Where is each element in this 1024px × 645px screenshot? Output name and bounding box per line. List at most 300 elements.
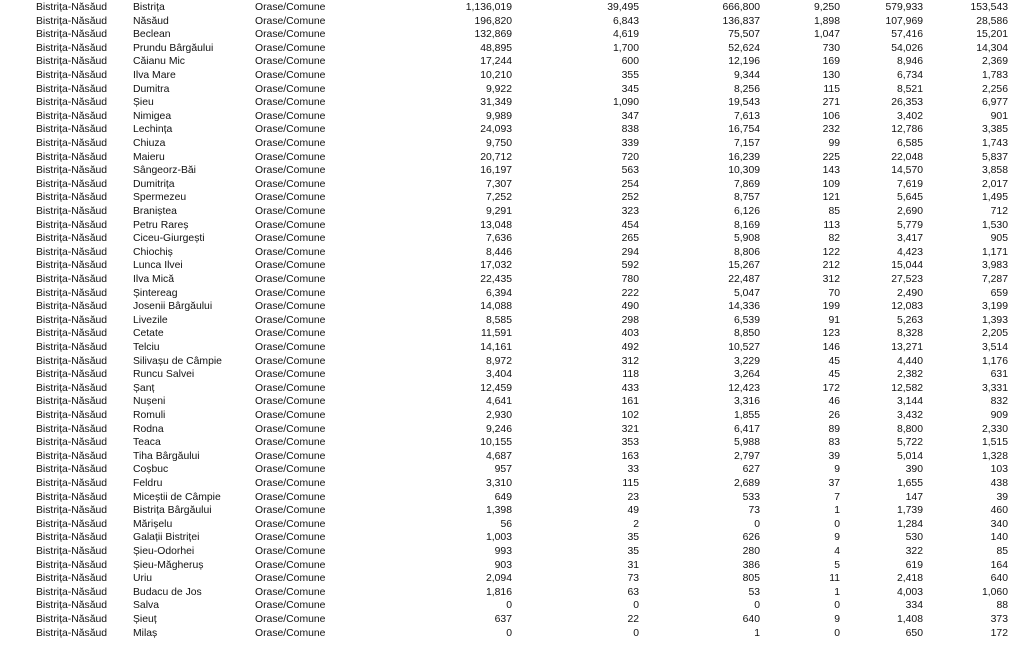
category-cell: Orase/Comune [255,614,326,625]
value-col-5-cell: 3,402 [896,110,923,122]
value-col-2-cell: 63 [627,586,639,598]
value-col-1-cell: 24,093 [480,124,512,136]
value-col-2-cell: 353 [621,437,639,449]
value-col-3-cell: 533 [742,491,760,503]
locality-cell: Ilva Mare [133,70,176,81]
value-col-1-cell: 903 [494,559,512,571]
value-col-4-cell: 232 [822,124,840,136]
value-col-1-cell: 4,687 [485,450,512,462]
locality-cell: Mărișelu [133,518,173,530]
value-col-1-cell: 993 [494,546,512,557]
value-col-3-cell: 12,196 [728,56,760,68]
value-col-5-cell: 4,003 [896,586,923,598]
value-col-4-cell: 0 [834,518,840,530]
value-col-4-cell: 0 [834,600,840,612]
category-cell: Orase/Comune [255,573,326,585]
value-col-2-cell: 49 [627,505,639,517]
value-col-2-cell: 347 [621,110,639,122]
locality-cell: Miceștii de Câmpie [133,491,221,503]
value-col-6-cell: 2,017 [981,178,1008,190]
category-cell: Orase/Comune [255,450,326,462]
table-row [0,463,1024,477]
value-col-6-cell: 712 [990,206,1008,217]
value-col-2-cell: 294 [621,246,639,258]
value-col-1-cell: 8,972 [485,355,512,367]
value-col-2-cell: 323 [621,206,639,217]
value-col-5-cell: 5,722 [896,437,923,449]
value-col-1-cell: 3,310 [485,478,512,489]
value-col-1-cell: 7,307 [485,178,512,190]
value-col-5-cell: 107,969 [885,15,923,27]
value-col-5-cell: 7,619 [896,178,923,190]
locality-cell: Braniștea [133,206,177,217]
locality-cell: Cetate [133,328,164,340]
value-col-4-cell: 45 [828,369,840,381]
value-col-5-cell: 6,734 [896,70,923,81]
value-col-2-cell: 339 [621,138,639,149]
value-col-6-cell: 901 [990,110,1008,122]
table-row [0,219,1024,233]
value-col-1-cell: 14,088 [480,301,512,313]
value-col-2-cell: 492 [621,342,639,353]
value-col-5-cell: 1,284 [896,518,923,530]
value-col-6-cell: 28,586 [976,15,1008,27]
county-cell: Bistrița-Năsăud [36,450,108,462]
value-col-5-cell: 8,328 [896,328,923,340]
locality-cell: Dumitrița [133,178,175,190]
table-row [0,123,1024,137]
locality-cell: Budacu de Jos [133,586,202,598]
category-cell: Orase/Comune [255,206,326,217]
table-row [0,627,1024,641]
value-col-2-cell: 355 [621,70,639,81]
value-col-5-cell: 3,417 [896,233,923,245]
category-cell: Orase/Comune [255,56,326,68]
locality-cell: Năsăud [133,15,169,27]
value-col-6-cell: 1,060 [981,586,1008,598]
value-col-6-cell: 6,977 [981,97,1008,109]
value-col-6-cell: 164 [990,559,1008,571]
category-cell: Orase/Comune [255,410,326,421]
value-col-3-cell: 386 [742,559,760,571]
county-cell: Bistrița-Năsăud [36,382,108,394]
value-col-2-cell: 161 [621,396,639,408]
county-cell: Bistrița-Năsăud [36,505,108,517]
county-cell: Bistrița-Năsăud [36,206,108,217]
value-col-3-cell: 16,239 [728,151,760,163]
locality-cell: Ciceu-Giurgești [133,233,205,245]
value-col-1-cell: 2,930 [485,410,512,421]
value-col-6-cell: 3,514 [981,342,1008,353]
value-col-3-cell: 5,988 [733,437,760,449]
value-col-4-cell: 85 [828,206,840,217]
value-col-5-cell: 579,933 [885,2,923,13]
value-col-3-cell: 6,126 [733,206,760,217]
value-col-4-cell: 113 [823,219,840,231]
category-cell: Orase/Comune [255,219,326,231]
value-col-5-cell: 390 [905,464,923,476]
table-row [0,137,1024,151]
value-col-3-cell: 19,543 [728,97,760,109]
table-row [0,300,1024,314]
value-col-3-cell: 75,507 [728,29,760,41]
county-cell: Bistrița-Năsăud [36,342,108,353]
county-cell: Bistrița-Năsăud [36,410,108,421]
value-col-2-cell: 22 [627,614,639,625]
table-row [0,545,1024,559]
county-cell: Bistrița-Năsăud [36,423,108,435]
value-col-6-cell: 1,495 [981,192,1008,204]
value-col-6-cell: 3,385 [981,124,1008,136]
value-col-2-cell: 265 [621,233,639,245]
value-col-2-cell: 592 [621,260,639,272]
value-col-6-cell: 14,304 [976,42,1008,54]
locality-cell: Milaș [133,627,158,639]
value-col-2-cell: 118 [622,369,639,381]
value-col-2-cell: 252 [621,192,639,204]
value-col-5-cell: 6,585 [896,138,923,149]
county-cell: Bistrița-Năsăud [36,233,108,245]
table-row [0,341,1024,355]
value-col-4-cell: 1,898 [813,15,840,27]
value-col-5-cell: 8,521 [896,83,923,95]
table-row [0,1,1024,15]
value-col-5-cell: 1,739 [896,505,923,517]
value-col-2-cell: 563 [621,165,639,177]
table-row [0,477,1024,491]
value-col-1-cell: 3,404 [485,369,512,381]
value-col-4-cell: 730 [822,42,840,54]
category-cell: Orase/Comune [255,518,326,530]
value-col-5-cell: 5,014 [896,450,923,462]
value-col-6-cell: 640 [990,573,1008,585]
value-col-2-cell: 321 [621,423,639,435]
locality-cell: Spermezeu [133,192,187,204]
value-col-2-cell: 298 [621,314,639,326]
locality-cell: Chiuza [133,138,166,149]
value-col-4-cell: 130 [822,70,840,81]
table-row [0,382,1024,396]
value-col-4-cell: 9,250 [813,2,840,13]
table-row [0,327,1024,341]
locality-cell: Chiochiș [133,246,173,258]
value-col-4-cell: 70 [828,287,840,299]
table-row [0,151,1024,165]
value-col-5-cell: 3,144 [896,396,923,408]
locality-cell: Runcu Salvei [133,369,195,381]
value-col-1-cell: 13,048 [480,219,512,231]
category-cell: Orase/Comune [255,274,326,285]
value-col-5-cell: 147 [905,491,923,503]
value-col-5-cell: 2,418 [896,573,923,585]
category-cell: Orase/Comune [255,627,326,639]
county-cell: Bistrița-Năsăud [36,464,108,476]
value-col-3-cell: 15,267 [728,260,760,272]
value-col-2-cell: 35 [627,532,639,544]
value-col-4-cell: 82 [828,233,840,245]
value-col-6-cell: 1,328 [981,450,1008,462]
value-col-1-cell: 0 [506,600,512,612]
category-cell: Orase/Comune [255,586,326,598]
county-cell: Bistrița-Năsăud [36,138,108,149]
value-col-1-cell: 6,394 [485,287,512,299]
category-cell: Orase/Comune [255,2,326,13]
county-cell: Bistrița-Năsăud [36,274,108,285]
table-row [0,232,1024,246]
locality-cell: Nimigea [133,110,172,122]
value-col-4-cell: 0 [834,627,840,639]
locality-cell: Coșbuc [133,464,169,476]
table-row [0,368,1024,382]
table-row [0,191,1024,205]
value-col-3-cell: 2,797 [733,450,760,462]
category-cell: Orase/Comune [255,15,326,27]
value-col-4-cell: 9 [834,464,840,476]
value-col-5-cell: 12,786 [891,124,923,136]
value-col-4-cell: 172 [822,382,840,394]
county-cell: Bistrița-Năsăud [36,165,108,177]
value-col-5-cell: 2,382 [896,369,923,381]
value-col-2-cell: 0 [633,600,639,612]
table-row [0,83,1024,97]
table-row [0,314,1024,328]
table-row [0,205,1024,219]
table-row [0,55,1024,69]
value-col-5-cell: 5,263 [896,314,923,326]
value-col-2-cell: 35 [627,546,639,557]
table-row [0,28,1024,42]
value-col-3-cell: 6,417 [733,423,760,435]
value-col-6-cell: 909 [990,410,1008,421]
value-col-5-cell: 12,083 [891,301,923,313]
value-col-4-cell: 39 [828,450,840,462]
table-row [0,395,1024,409]
value-col-5-cell: 54,026 [891,42,923,54]
table-row [0,178,1024,192]
value-col-3-cell: 7,157 [733,138,760,149]
county-cell: Bistrița-Năsăud [36,491,108,503]
value-col-5-cell: 8,800 [896,423,923,435]
category-cell: Orase/Comune [255,314,326,326]
value-col-3-cell: 7,613 [733,110,760,122]
value-col-6-cell: 88 [996,600,1008,612]
locality-cell: Ilva Mică [133,274,174,285]
value-col-1-cell: 8,585 [485,314,512,326]
county-cell: Bistrița-Năsăud [36,178,108,190]
table-row [0,164,1024,178]
value-col-6-cell: 460 [990,505,1008,517]
category-cell: Orase/Comune [255,246,326,258]
value-col-1-cell: 1,398 [485,505,512,517]
value-col-2-cell: 490 [621,301,639,313]
value-col-3-cell: 805 [742,573,760,585]
locality-cell: Nușeni [133,396,166,408]
category-cell: Orase/Comune [255,478,326,489]
value-col-3-cell: 8,757 [733,192,760,204]
value-col-3-cell: 53 [748,586,760,598]
county-cell: Bistrița-Năsăud [36,518,108,530]
value-col-6-cell: 5,837 [981,151,1008,163]
county-cell: Bistrița-Năsăud [36,586,108,598]
value-col-3-cell: 1 [754,627,760,639]
value-col-1-cell: 17,244 [480,56,512,68]
category-cell: Orase/Comune [255,532,326,544]
value-col-1-cell: 12,459 [480,382,512,394]
county-cell: Bistrița-Năsăud [36,328,108,340]
table-row [0,518,1024,532]
value-col-1-cell: 48,895 [480,42,512,54]
value-col-2-cell: 1,700 [612,42,639,54]
locality-cell: Romuli [133,410,166,421]
category-cell: Orase/Comune [255,70,326,81]
value-col-2-cell: 780 [621,274,639,285]
value-col-3-cell: 10,527 [728,342,760,353]
locality-cell: Livezile [133,314,168,326]
value-col-1-cell: 132,869 [474,29,512,41]
category-cell: Orase/Comune [255,42,326,54]
value-col-2-cell: 2 [633,518,639,530]
value-col-6-cell: 85 [996,546,1008,557]
county-cell: Bistrița-Năsăud [36,559,108,571]
value-col-5-cell: 1,408 [896,614,923,625]
value-col-6-cell: 659 [990,287,1008,299]
locality-cell: Șieu [133,97,154,109]
value-col-5-cell: 2,490 [896,287,923,299]
value-col-3-cell: 0 [754,518,760,530]
category-cell: Orase/Comune [255,192,326,204]
value-col-1-cell: 16,197 [480,165,512,177]
table-row [0,69,1024,83]
value-col-5-cell: 14,570 [891,165,923,177]
value-col-3-cell: 6,539 [733,314,760,326]
value-col-1-cell: 957 [494,464,512,476]
value-col-6-cell: 438 [990,478,1008,489]
value-col-3-cell: 7,869 [733,178,760,190]
table-row [0,409,1024,423]
category-cell: Orase/Comune [255,491,326,503]
value-col-4-cell: 169 [822,56,840,68]
value-col-2-cell: 102 [621,410,639,421]
value-col-4-cell: 312 [822,274,840,285]
value-col-1-cell: 17,032 [480,260,512,272]
value-col-1-cell: 1,136,019 [465,2,512,13]
locality-cell: Rodna [133,423,164,435]
locality-cell: Șieu-Măgheruș [133,559,204,571]
value-col-1-cell: 7,636 [485,233,512,245]
value-col-1-cell: 8,446 [485,246,512,258]
locality-cell: Căianu Mic [133,56,185,68]
table-row [0,259,1024,273]
value-col-1-cell: 0 [506,627,512,639]
value-col-5-cell: 3,432 [896,410,923,421]
value-col-4-cell: 1,047 [813,29,840,41]
value-col-4-cell: 37 [828,478,840,489]
county-cell: Bistrița-Năsăud [36,15,108,27]
value-col-5-cell: 2,690 [896,206,923,217]
county-cell: Bistrița-Năsăud [36,97,108,109]
locality-cell: Bistrița [133,2,165,13]
category-cell: Orase/Comune [255,110,326,122]
value-col-2-cell: 838 [621,124,639,136]
locality-cell: Șanț [133,382,155,394]
value-col-6-cell: 1,171 [981,246,1008,258]
value-col-3-cell: 73 [748,505,760,517]
county-cell: Bistrița-Năsăud [36,573,108,585]
value-col-3-cell: 14,336 [728,301,760,313]
county-cell: Bistrița-Năsăud [36,151,108,163]
value-col-6-cell: 3,331 [981,382,1008,394]
value-col-3-cell: 3,316 [733,396,760,408]
value-col-4-cell: 99 [828,138,840,149]
value-col-3-cell: 8,806 [733,246,760,258]
value-col-1-cell: 9,989 [485,110,512,122]
locality-cell: Tiha Bârgăului [133,450,200,462]
category-cell: Orase/Comune [255,600,326,612]
table-row [0,599,1024,613]
value-col-3-cell: 10,309 [728,165,760,177]
county-cell: Bistrița-Năsăud [36,627,108,639]
county-cell: Bistrița-Năsăud [36,314,108,326]
value-col-1-cell: 9,246 [485,423,512,435]
value-col-6-cell: 3,983 [981,260,1008,272]
value-col-4-cell: 5 [834,559,840,571]
value-col-2-cell: 454 [621,219,639,231]
value-col-3-cell: 8,169 [733,219,760,231]
category-cell: Orase/Comune [255,29,326,41]
value-col-3-cell: 8,256 [733,83,760,95]
value-col-3-cell: 627 [742,464,760,476]
county-cell: Bistrița-Năsăud [36,83,108,95]
value-col-6-cell: 340 [990,518,1008,530]
table-row [0,42,1024,56]
county-cell: Bistrița-Năsăud [36,260,108,272]
value-col-4-cell: 109 [822,178,840,190]
value-col-1-cell: 637 [494,614,512,625]
county-cell: Bistrița-Năsăud [36,437,108,449]
value-col-5-cell: 322 [905,546,923,557]
value-col-1-cell: 11,591 [480,328,512,340]
value-col-4-cell: 123 [822,328,840,340]
value-col-2-cell: 115 [622,478,639,489]
value-col-2-cell: 6,843 [612,15,639,27]
value-col-5-cell: 619 [905,559,923,571]
value-col-3-cell: 9,344 [733,70,760,81]
category-cell: Orase/Comune [255,124,326,136]
value-col-4-cell: 143 [822,165,840,177]
table-row [0,531,1024,545]
value-col-5-cell: 1,655 [896,478,923,489]
value-col-6-cell: 172 [990,627,1008,639]
value-col-4-cell: 89 [828,423,840,435]
value-col-3-cell: 280 [742,546,760,557]
table-row [0,450,1024,464]
value-col-3-cell: 3,229 [733,355,760,367]
value-col-4-cell: 225 [822,151,840,163]
category-cell: Orase/Comune [255,559,326,571]
value-col-6-cell: 15,201 [976,29,1008,41]
value-col-1-cell: 1,816 [485,586,512,598]
category-cell: Orase/Comune [255,83,326,95]
value-col-2-cell: 4,619 [612,29,639,41]
value-col-1-cell: 4,641 [485,396,512,408]
locality-cell: Teaca [133,437,161,449]
value-col-2-cell: 39,495 [607,2,639,13]
value-col-3-cell: 626 [742,532,760,544]
value-col-2-cell: 33 [627,464,639,476]
locality-cell: Telciu [133,342,160,353]
category-cell: Orase/Comune [255,151,326,163]
value-col-3-cell: 136,837 [722,15,760,27]
